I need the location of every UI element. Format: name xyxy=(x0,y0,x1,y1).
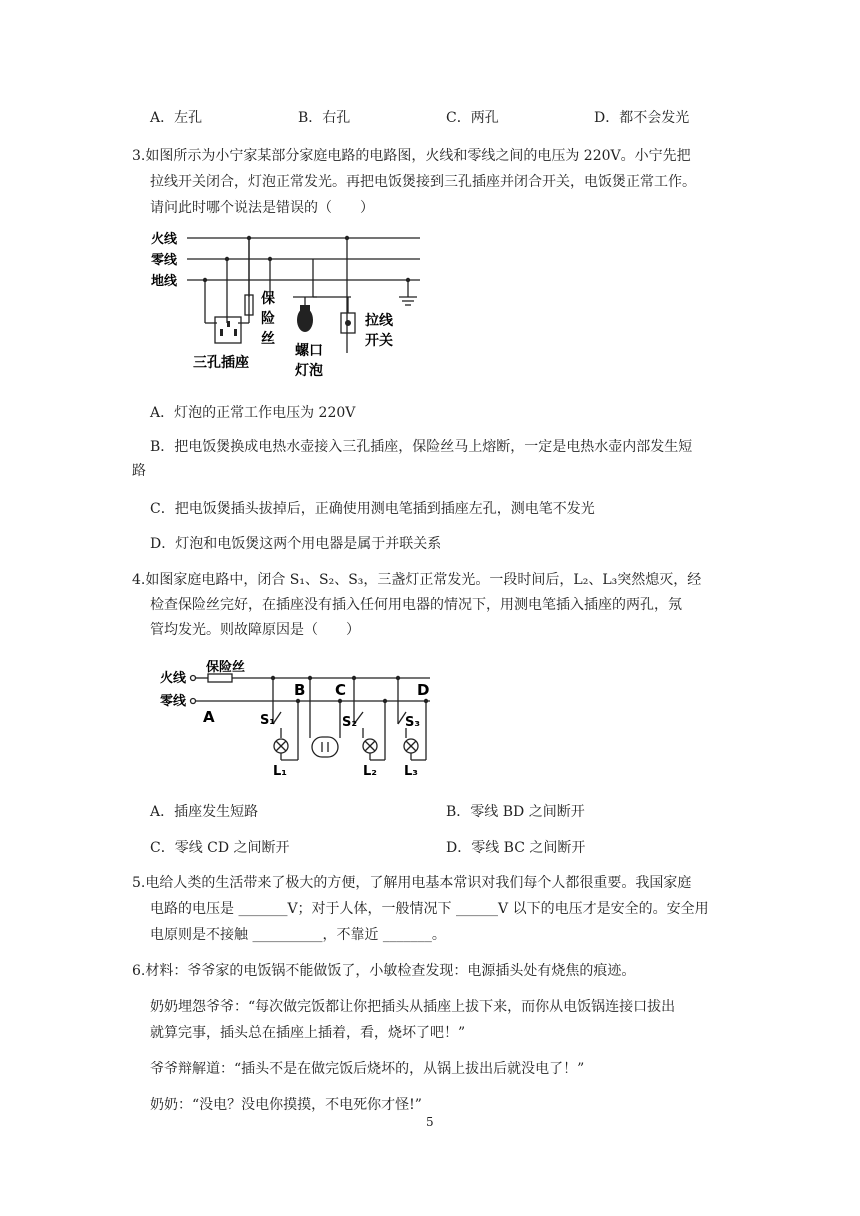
q2-option-b: B．右孔 xyxy=(298,110,351,126)
fuse-label: 保险丝 xyxy=(206,660,246,675)
q3-circuit-diagram xyxy=(145,225,435,385)
q4-stem-line-3: 管均发光。则故障原因是（ ） xyxy=(150,622,360,638)
q5-line-1: 5.电给人类的生活带来了极大的方便，了解用电基本常识对我们每个人都很重要。我国家庭 xyxy=(132,875,692,891)
q6-grandma-1-line-2: 就算完事，插头总在插座上插着，看，烧坏了吧！” xyxy=(150,1025,466,1041)
q3-option-b: B．把电饭煲换成电热水壶接入三孔插座，保险丝马上熔断，一定是电热水壶内部发生短 xyxy=(150,439,693,455)
fire-line-label: 火线 xyxy=(160,671,187,686)
switch-label-2: 开关 xyxy=(365,333,393,349)
q3-option-d: D．灯泡和电饭煲这两个用电器是属于并联关系 xyxy=(150,536,442,552)
q4-stem-line-1: 4.如图家庭电路中，闭合 S₁、S₂、S₃，三盏灯正常发光。一段时间后，L₂、L₃突然熄灭，经 xyxy=(132,572,702,588)
q2-option-c: C．两孔 xyxy=(446,110,499,126)
switch-s1: S₁ xyxy=(260,713,276,728)
q3-stem-line-1: 3.如图所示为小宁家某部分家庭电路的电路图，火线和零线之间的电压为 220V。小宁先把 xyxy=(132,148,691,164)
lamp-l1: L₁ xyxy=(273,764,287,779)
q4-option-a: A．插座发生短路 xyxy=(150,804,259,820)
bulb-label-1: 螺口 xyxy=(295,343,323,359)
neutral-line-label: 零线 xyxy=(151,253,178,268)
switch-label-1: 拉线 xyxy=(365,313,393,329)
bulb-label-2: 灯泡 xyxy=(295,363,323,379)
lamp-l3: L₃ xyxy=(404,764,418,779)
q5-line-2: 电路的电压是 _______V；对于人体，一般情况下 ______V 以下的电压才是安全的。安全用 xyxy=(150,901,709,917)
socket-label: 三孔插座 xyxy=(193,355,249,371)
q4-stem-line-2: 检查保险丝完好，在插座没有插入任何用电器的情况下，用测电笔插入插座的两孔，氖 xyxy=(150,597,682,613)
q4-option-d: D．零线 BC 之间断开 xyxy=(446,840,586,856)
q3-option-a: A．灯泡的正常工作电压为 220V xyxy=(150,405,356,421)
switch-s2: S₂ xyxy=(342,715,358,730)
ground-line-label: 地线 xyxy=(151,274,178,289)
q2-option-d: D．都不会发光 xyxy=(594,110,690,126)
q5-line-3: 电原则是不接触 __________，不靠近 _______。 xyxy=(150,927,446,943)
lamp-l2: L₂ xyxy=(363,764,377,779)
q6-intro: 6.材料：爷爷家的电饭锅不能做饭了，小敏检查发现：电源插头处有烧焦的痕迹。 xyxy=(132,963,636,979)
point-b: B xyxy=(294,681,306,699)
fire-line-label: 火线 xyxy=(151,232,178,247)
q3-option-c: C．把电饭煲插头拔掉后，正确使用测电笔插到插座左孔，测电笔不发光 xyxy=(150,501,595,517)
q4-option-c: C．零线 CD 之间断开 xyxy=(150,840,290,856)
q3-stem-line-3: 请问此时哪个说法是错误的（ ） xyxy=(150,200,374,216)
fuse-label-3: 丝 xyxy=(261,331,275,347)
point-a: A xyxy=(203,708,215,726)
point-d: D xyxy=(417,681,430,699)
q2-option-a: A．左孔 xyxy=(150,110,203,126)
q4-circuit-diagram xyxy=(160,660,440,780)
page-number: 5 xyxy=(426,1115,434,1129)
neutral-line-label: 零线 xyxy=(160,694,187,709)
fuse-label-1: 保 xyxy=(261,291,275,307)
point-c: C xyxy=(335,681,347,699)
switch-s3: S₃ xyxy=(405,715,421,730)
fuse-label-2: 险 xyxy=(261,311,275,327)
q6-grandma-2: 奶奶：“没电？没电你摸摸，不电死你才怪!” xyxy=(150,1097,422,1113)
q3-option-b-cont: 路 xyxy=(132,463,146,479)
q6-grandpa: 爷爷辩解道：“插头不是在做完饭后烧坏的，从锅上拔出后就没电了！” xyxy=(150,1061,585,1077)
q4-option-b: B．零线 BD 之间断开 xyxy=(446,804,585,820)
q6-grandma-1-line-1: 奶奶埋怨爷爷：“每次做完饭都让你把插头从插座上拔下来，而你从电饭锅连接口拔出 xyxy=(150,999,676,1015)
q3-stem-line-2: 拉线开关闭合，灯泡正常发光。再把电饭煲接到三孔插座并闭合开关，电饭煲正常工作。 xyxy=(150,174,696,190)
